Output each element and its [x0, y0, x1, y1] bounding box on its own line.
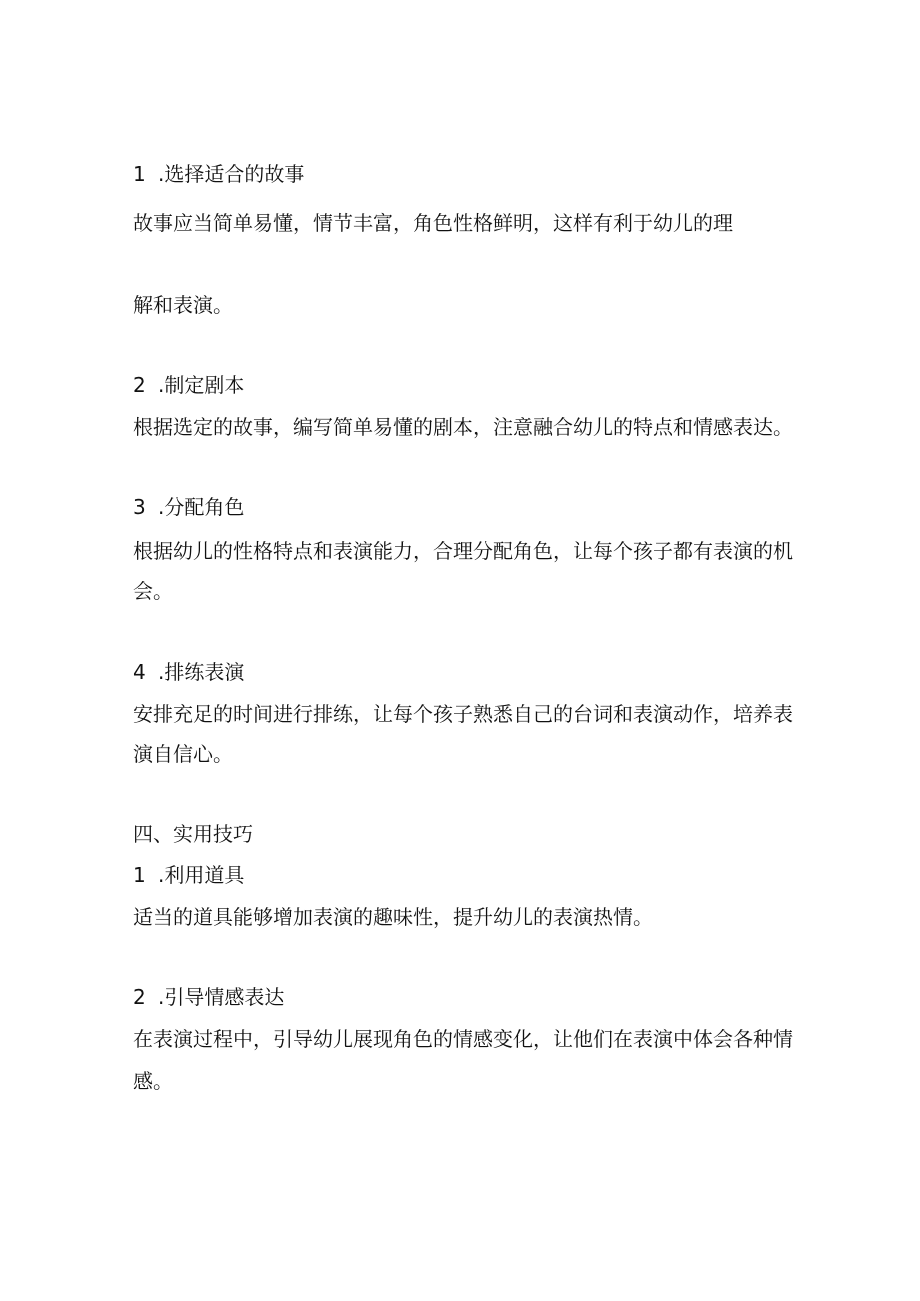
- section-heading: [133, 494, 244, 520]
- section-heading: [133, 862, 244, 888]
- section-heading: [133, 984, 284, 1010]
- heading-text: .分配角色: [158, 495, 245, 519]
- paragraph-line: 适当的道具能够增加表演的趣味性，提升幼儿的表演热情。: [133, 905, 653, 929]
- section-heading: [133, 659, 244, 685]
- paragraph-line: 根据选定的故事，编写简单易懂的剧本，注意融合幼儿的特点和情感表达。: [133, 415, 793, 439]
- heading-text: .制定剧本: [158, 373, 245, 397]
- heading-number: 4: [133, 660, 146, 684]
- section-heading: [133, 161, 304, 187]
- paragraph-line: 演自信心。: [133, 742, 233, 766]
- paragraph-line: 会。: [133, 579, 173, 603]
- heading-number: 1: [133, 863, 146, 887]
- paragraph-line: 感。: [133, 1069, 173, 1093]
- heading-text: .引导情感表达: [158, 985, 285, 1009]
- chapter-heading: 四、实用技巧: [133, 822, 253, 846]
- paragraph-line: 安排充足的时间进行排练，让每个孩子熟悉自己的台词和表演动作，培养表: [133, 702, 793, 726]
- heading-number: 3: [133, 495, 146, 519]
- paragraph-line: 根据幼儿的性格特点和表演能力，合理分配角色，让每个孩子都有表演的机: [133, 539, 793, 563]
- heading-number: 2: [133, 985, 146, 1009]
- paragraph-line: 解和表演。: [133, 293, 233, 317]
- section-heading: [133, 372, 244, 398]
- heading-text: .选择适合的故事: [158, 162, 305, 186]
- heading-text: .利用道具: [158, 863, 245, 887]
- paragraph-line: 故事应当简单易懂，情节丰富，角色性格鲜明，这样有利于幼儿的理: [133, 211, 733, 235]
- heading-number: 1: [133, 162, 146, 186]
- heading-number: 2: [133, 373, 146, 397]
- paragraph-line: 在表演过程中，引导幼儿展现角色的情感变化，让他们在表演中体会各种情: [133, 1027, 793, 1051]
- heading-text: .排练表演: [158, 660, 245, 684]
